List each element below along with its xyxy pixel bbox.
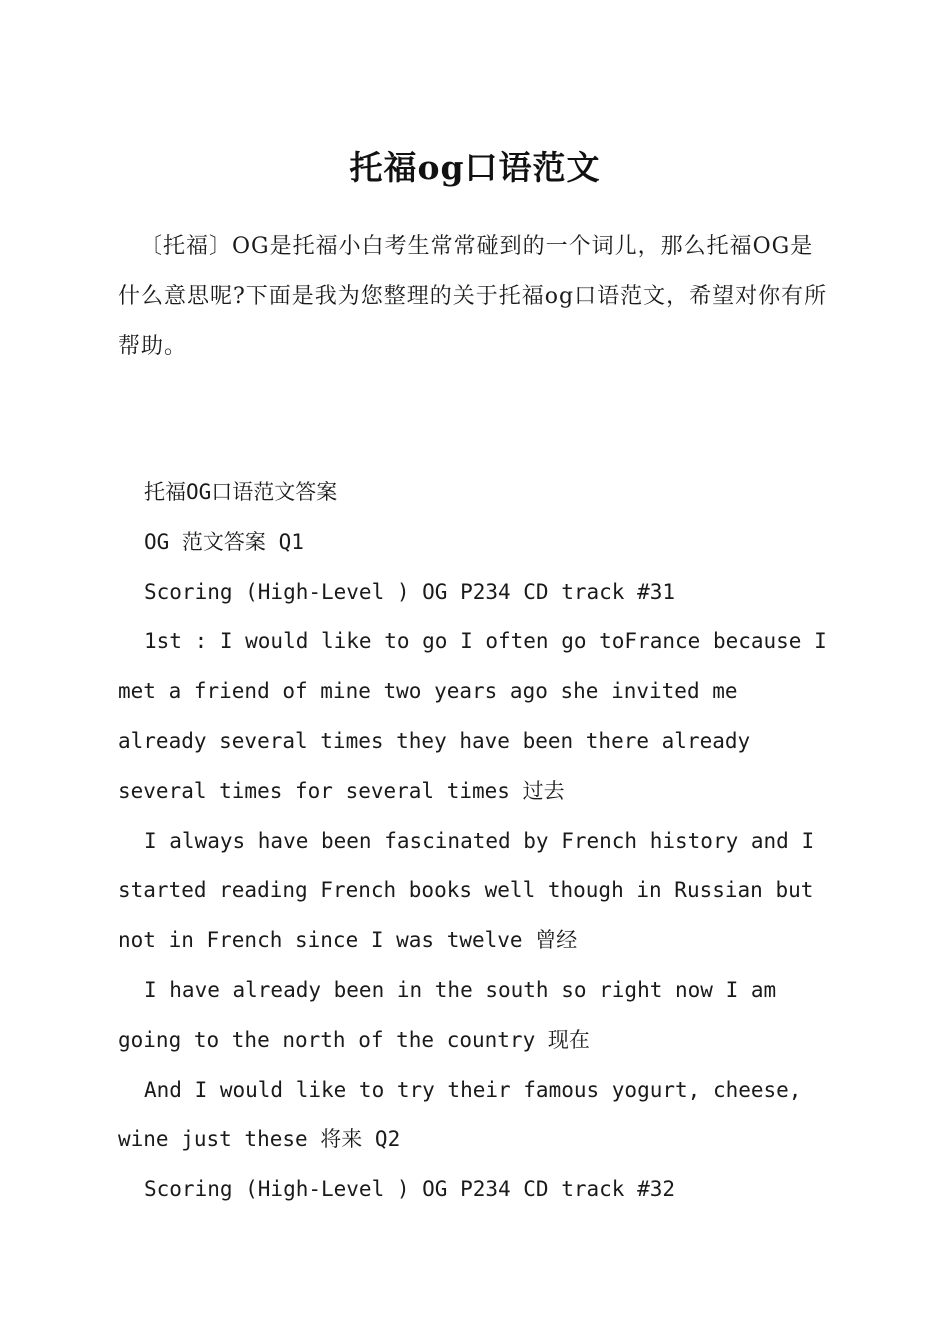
- paragraph-q1-label: OG 范文答案 Q1: [144, 529, 304, 554]
- paragraph-answer-2: I always have been fascinated by French history and I started reading French books well though in Russian but not in French since I was twelve 曾经: [118, 828, 827, 953]
- paragraph-scoring-q1: Scoring (High-Level ) OG P234 CD track #31: [144, 579, 676, 604]
- paragraph-heading: 托福OG口语范文答案: [144, 480, 338, 504]
- paragraph-answer-3: I have already been in the south so right now I am going to the north of the country 现在: [118, 977, 789, 1052]
- paragraph-answer-4: And I would like to try their famous yogurt, cheese, wine just these 将来 Q2: [118, 1077, 815, 1152]
- body-content: [118, 468, 838, 1215]
- intro-paragraph: 〔托福〕OG是托福小白考生常常碰到的一个词儿，那么托福OG是什么意思呢?下面是我为您整理的关于托福og口语范文，希望对你有所帮助。: [118, 234, 828, 359]
- document-title: 托福og口语范文: [349, 148, 601, 187]
- paragraph-scoring-q2: Scoring (High-Level ) OG P234 CD track #32: [144, 1177, 676, 1202]
- paragraph-answer-1: 1st : I would like to go I often go toFrance because I met a friend of mine two years ago she invited me already several times they have been there already several times for several times 过去: [118, 629, 840, 803]
